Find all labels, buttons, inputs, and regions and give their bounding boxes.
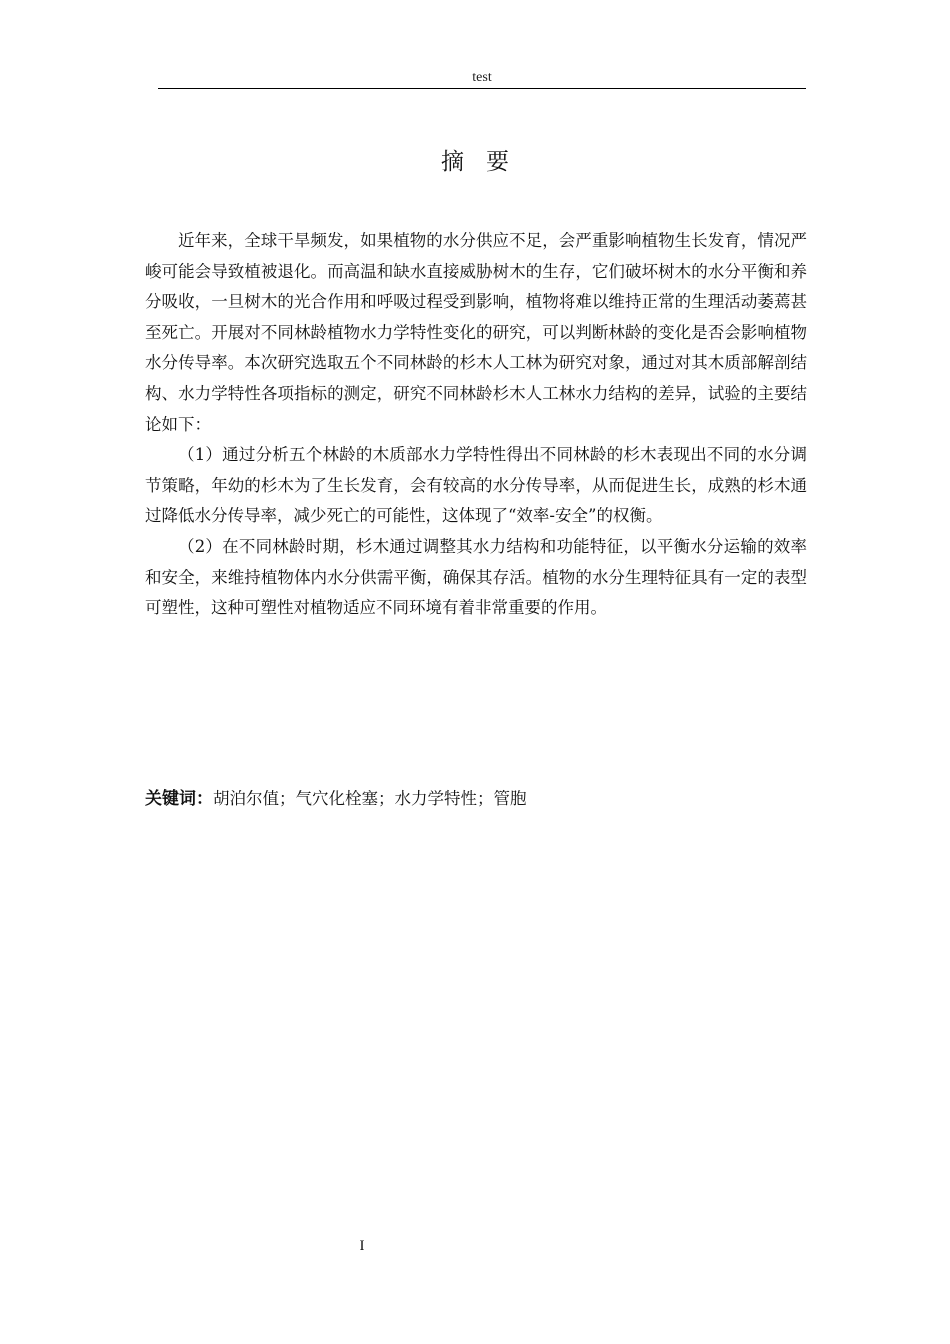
abstract-paragraph-intro: 近年来，全球干旱频发，如果植物的水分供应不足，会严重影响植物生长发育，情况严峻可能会导致植被退化。而高温和缺水直接威胁树木的生存，它们破坏树木的水分平衡和养分吸收，一旦树木的光合作用和呼吸过程受到影响，植物将难以维持正常的生理活动萎蔫甚至死亡。开展对不同林龄植物水力学特性变化的研究，可以判断林龄的变化是否会影响植物水分传导率。本次研究选取五个不同林龄的杉木人工林为研究对象，通过对其木质部解剖结构、水力学特性各项指标的测定，研究不同林龄杉木人工林水力结构的差异，试验的主要结论如下： <box>145 231 807 434</box>
keywords-line <box>145 784 807 814</box>
abstract-paragraph-conclusion-2: （2）在不同林龄时期，杉木通过调整其水力结构和功能特征，以平衡水分运输的效率和安全，来维持植物体内水分供需平衡，确保其存活。植物的水分生理特征具有一定的表型可塑性，这种可塑性对植物适应不同环境有着非常重要的作用。 <box>145 536 807 618</box>
page-header <box>158 66 806 89</box>
header-text: test <box>472 70 492 85</box>
abstract-paragraph-conclusion-1: （1）通过分析五个林龄的木质部水力学特性得出不同林龄的杉木表现出不同的水分调节策略，年幼的杉木为了生长发育，会有较高的水分传导率，从而促进生长，成熟的杉木通过降低水分传导率，减少死亡的可能性，这体现了“效率-安全”的权衡。 <box>145 445 807 526</box>
keywords-label: 关键词： <box>145 789 213 809</box>
abstract-body <box>145 226 807 624</box>
page-number: I <box>359 1238 365 1254</box>
keywords-text: 胡泊尔值；气穴化栓塞；水力学特性；管胞 <box>213 789 527 808</box>
abstract-title: 摘要 <box>441 149 531 175</box>
